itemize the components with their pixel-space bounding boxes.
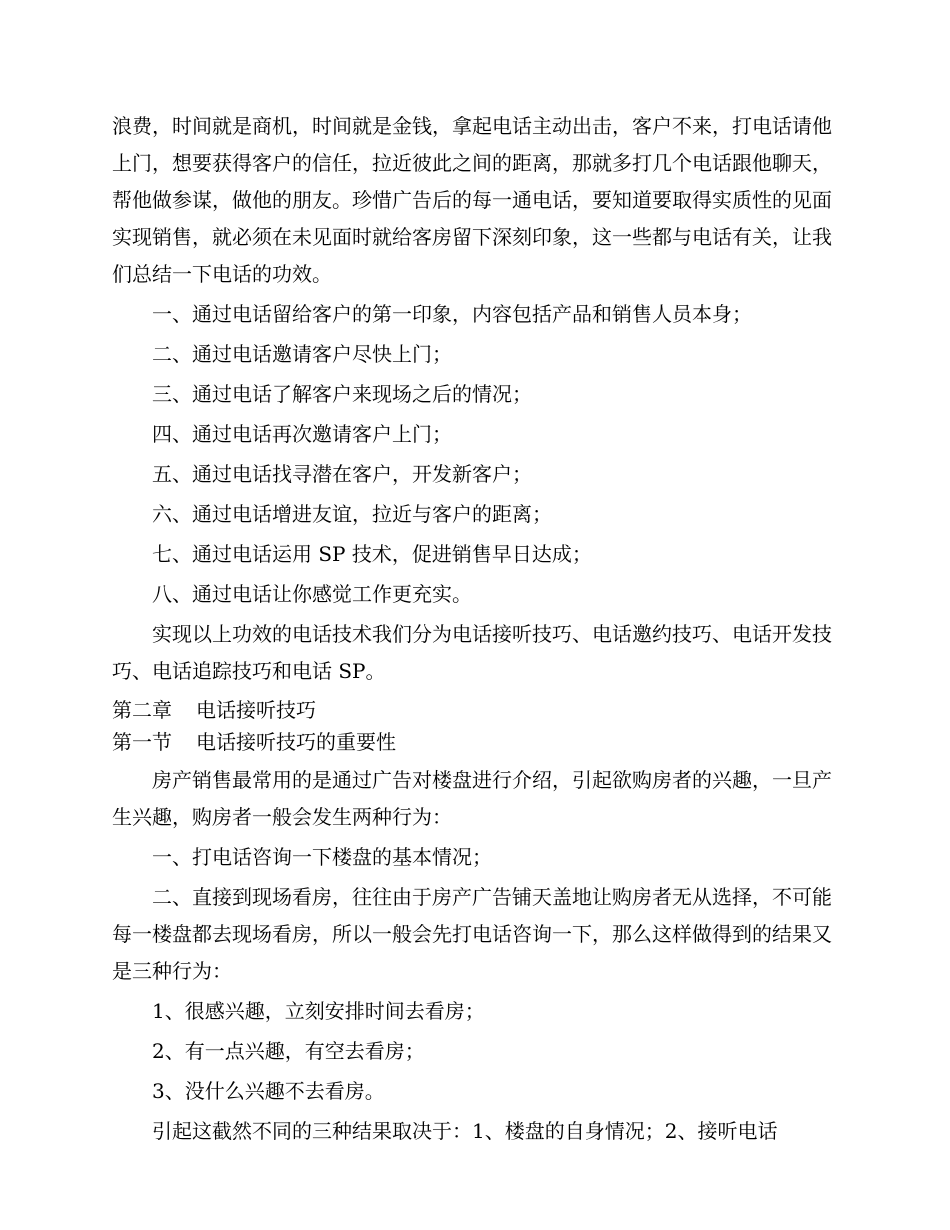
function-item-4: 四、通过电话再次邀请客户上门；	[152, 422, 452, 446]
section-intro-paragraph: 房产销售最常用的是通过广告对楼盘进行介绍，引起欲购房者的兴趣，一旦产生兴趣，购房者一般会发生两种行为：	[112, 768, 832, 829]
result-item-3: 3、没什么兴趣不去看房。	[152, 1079, 385, 1103]
intro-paragraph: 浪费，时间就是商机，时间就是金钱，拿起电话主动出击，客户不来，打电话请他上门，想要获得客户的信任，拉近彼此之间的距离，那就多打几个电话跟他聊天，帮他做参谋，做他的朋友。珍惜广告后的每一通电话，要知道要取得实质性的见面实现销售，就必须在未见面时就给客房留下深刻印象，这一些都与电话有关，让我们总结一下电话的功效。	[112, 114, 832, 286]
function-item-7: 七、通过电话运用 SP 技术，促进销售早日达成；	[152, 542, 592, 566]
function-item-8: 八、通过电话让你感觉工作更充实。	[152, 582, 472, 606]
behavior-item-1: 一、打电话咨询一下楼盘的基本情况；	[152, 845, 492, 869]
function-item-2: 二、通过电话邀请客户尽快上门；	[152, 342, 452, 366]
chapter-title: 电话接听技巧	[196, 698, 316, 722]
function-item-1: 一、通过电话留给客户的第一印象，内容包括产品和销售人员本身；	[152, 302, 752, 326]
section-number: 第一节	[112, 730, 172, 754]
section-heading	[112, 726, 832, 758]
chapter-number: 第二章	[112, 698, 172, 722]
behavior-item-2: 二、直接到现场看房，往往由于房产广告铺天盖地让购房者无从选择，不可能每一楼盘都去现场看房，所以一般会先打电话咨询一下，那么这样做得到的结果又是三种行为：	[112, 885, 832, 983]
document-page	[112, 108, 832, 1150]
result-item-2: 2、有一点兴趣，有空去看房；	[152, 1039, 425, 1063]
chapter-heading	[112, 694, 832, 726]
function-item-6: 六、通过电话增进友谊，拉近与客户的距离；	[152, 502, 552, 526]
closing-paragraph: 引起这截然不同的三种结果取决于：1、楼盘的自身情况；2、接听电话	[152, 1119, 778, 1143]
summary-paragraph: 实现以上功效的电话技术我们分为电话接听技巧、电话邀约技巧、电话开发技巧、电话追踪技巧和电话 SP。	[112, 622, 832, 683]
function-item-5: 五、通过电话找寻潜在客户，开发新客户；	[152, 462, 532, 486]
section-title: 电话接听技巧的重要性	[196, 730, 396, 754]
function-item-3: 三、通过电话了解客户来现场之后的情况；	[152, 382, 532, 406]
result-item-1: 1、很感兴趣，立刻安排时间去看房；	[152, 999, 485, 1023]
